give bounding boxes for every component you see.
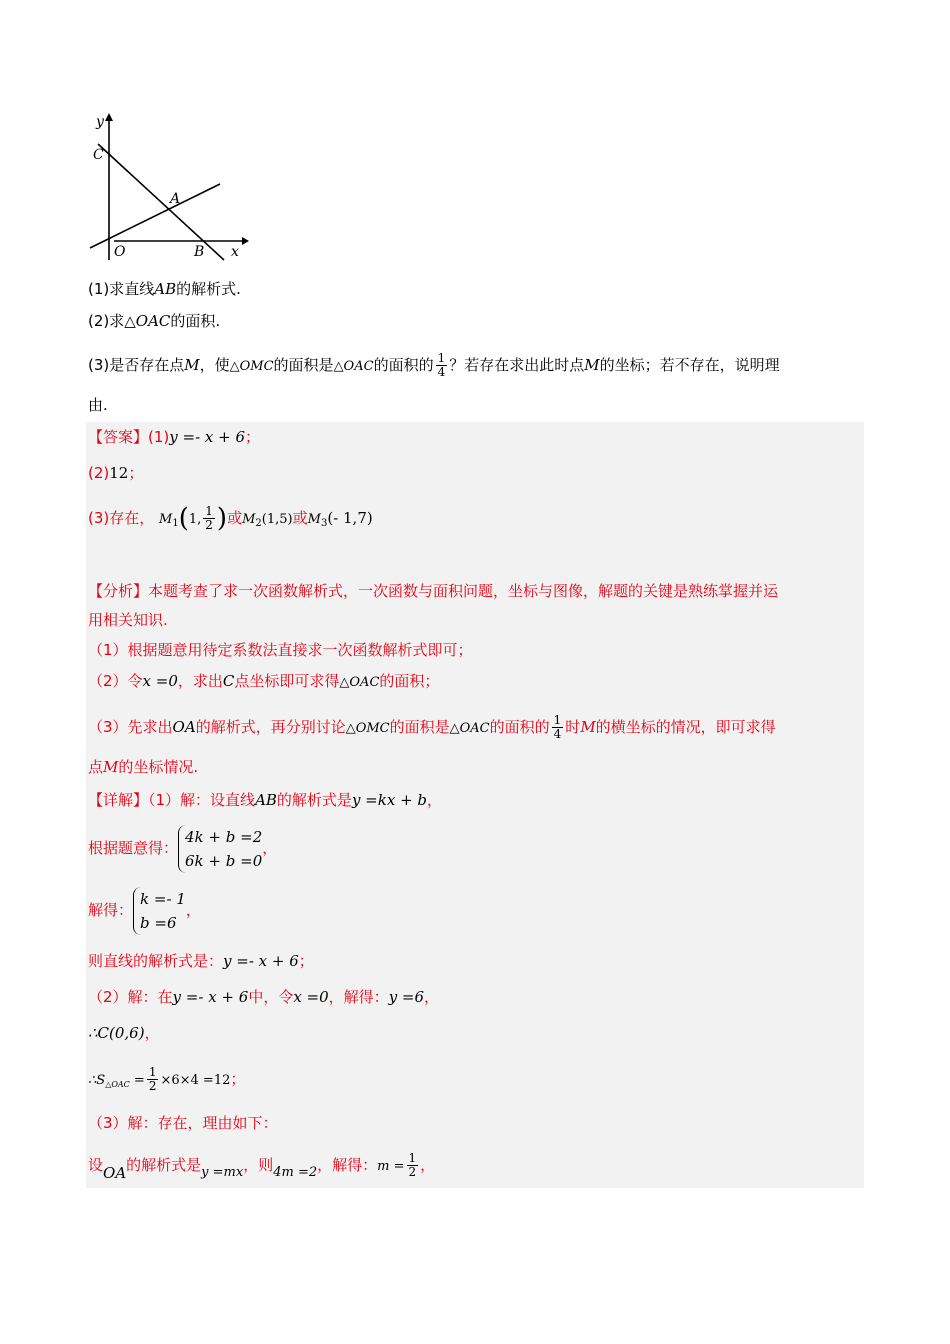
- s9-result: [377, 1151, 420, 1179]
- analysis-point-3-cont: [88, 756, 198, 778]
- p3-math2: △OMC: [345, 721, 390, 736]
- p3-h: 的坐标情况.: [118, 758, 199, 776]
- q3-text-c: 的面积是: [273, 356, 334, 374]
- q2-math: △OAC: [124, 312, 171, 330]
- a3-or2: 或: [292, 509, 308, 527]
- s5-math3: y =6: [388, 988, 425, 1006]
- p3-b: 的解析式，再分别讨论: [195, 718, 346, 736]
- a3-point-m2: [242, 509, 293, 527]
- s7-b: =: [129, 1073, 145, 1088]
- s7-frac-num: 1: [148, 1065, 157, 1079]
- a3-m3-coord: (- 1,7): [327, 509, 373, 527]
- q3-frac-den: 4: [437, 365, 446, 379]
- q3-text-a: (3)是否存在点: [88, 356, 185, 374]
- coordinate-figure: [84, 108, 264, 268]
- a2-math: 12: [109, 464, 129, 482]
- p3-g: 点: [88, 758, 104, 776]
- q3-text-b: ，使: [199, 356, 230, 374]
- q3-frac-num: 1: [437, 351, 446, 365]
- label-y: y: [96, 114, 104, 130]
- p3-fraction: [552, 714, 564, 741]
- p2-d: 的面积；: [379, 672, 440, 690]
- s5-math2: x =0: [293, 988, 329, 1006]
- s2-system: [178, 825, 262, 873]
- question-1: [88, 278, 241, 300]
- s9-math3: 4m =2: [273, 1165, 318, 1180]
- answer-tag: 【答案】: [88, 428, 149, 446]
- a3-m2: M: [242, 512, 256, 527]
- s1-math2: y =kx + b: [351, 791, 428, 809]
- a3-m2-coord: (1,5): [261, 512, 293, 527]
- analysis-text-2: 用相关知识.: [88, 611, 168, 629]
- a1-end: ；: [245, 428, 261, 446]
- s1-c: ，: [427, 791, 443, 809]
- a3-m1-coord: 1,: [188, 512, 202, 527]
- label-c: C: [93, 147, 104, 163]
- detail-step-5: [88, 986, 439, 1008]
- analysis-tag: 【分析】: [88, 582, 149, 600]
- s9-d: ，解得：: [317, 1156, 378, 1174]
- s9-fraction: [407, 1152, 419, 1179]
- s7-c: ×6×4 =12: [160, 1073, 231, 1088]
- question-2: [88, 310, 220, 332]
- p3-d: 的面积的: [489, 718, 550, 736]
- q3-tri2: △OAC: [333, 359, 374, 374]
- s7-a: ∴S: [88, 1073, 106, 1088]
- q1-prefix: (1)求直线: [88, 280, 155, 298]
- question-3: [88, 352, 780, 379]
- detail-step-7: [88, 1066, 245, 1096]
- analysis-text-1: 本题考查了求一次函数解析式，一次函数与面积问题，坐标与图像，解题的关键是熟练掌握并运: [148, 582, 779, 600]
- p2-c: 点坐标即可求得: [234, 672, 340, 690]
- a3-point-m1: $M_1(1$, $\frac{1}{2}$ ): [159, 503, 228, 534]
- answer-1: [88, 426, 260, 448]
- detail-step-2: [88, 824, 277, 873]
- label-a: A: [170, 191, 181, 207]
- q2-suffix: 的面积.: [170, 312, 221, 330]
- a3-or1: 或: [227, 509, 243, 527]
- q3-m: M: [184, 356, 200, 374]
- p3-math3: △OAC: [449, 721, 490, 736]
- s9-frac-den: 2: [408, 1165, 417, 1179]
- s3-eq1: k =- 1: [140, 889, 186, 908]
- detail-step-8: [88, 1112, 278, 1134]
- s6-math: ∴C(0,6): [88, 1024, 145, 1042]
- s5-d: ，: [424, 988, 440, 1006]
- label-x: x: [231, 244, 239, 260]
- s9-b: 的解析式是: [126, 1156, 202, 1174]
- q3-fraction: [436, 352, 448, 379]
- p3-frac-num: 1: [553, 713, 562, 727]
- p2-math1: x =0: [142, 672, 178, 690]
- analysis-line-1: [88, 580, 778, 602]
- s2-eq2: 6k + b =0: [185, 851, 263, 870]
- s5-math1: y =- x + 6: [172, 988, 249, 1006]
- a3-prefix: (3)存在，: [88, 509, 155, 527]
- s7-end: ；: [230, 1070, 246, 1088]
- s5-a: （2）解：在: [88, 988, 173, 1006]
- s3-eq2: b =6: [140, 913, 177, 932]
- analysis-point-2: [88, 670, 439, 694]
- p2-math2: C: [222, 672, 235, 690]
- p2-b: ，求出: [177, 672, 223, 690]
- s6-end: ，: [144, 1024, 160, 1042]
- s4-math: y =- x + 6: [223, 952, 299, 970]
- q3-text-f: 的坐标；若不存在，说明理: [599, 356, 780, 374]
- a3-m2-sub: 2: [255, 518, 262, 529]
- s9-frac-num: 1: [408, 1151, 417, 1165]
- s3-end: ，: [185, 901, 201, 919]
- a3-point-m3: [308, 509, 373, 527]
- q3-tri1: △OMC: [229, 359, 274, 374]
- p3-frac-den: 4: [553, 727, 562, 741]
- s5-c: ，解得：: [328, 988, 389, 1006]
- a3-m1-sub: 1: [172, 518, 179, 529]
- analysis-point-1: [88, 639, 473, 661]
- detail-step-1: [88, 789, 442, 811]
- q3-text-e: ？若存在求出此时点: [449, 356, 585, 374]
- s2-end: ，: [262, 839, 278, 857]
- x-axis-arrow: [242, 237, 249, 245]
- label-b: B: [194, 244, 205, 260]
- s7-fraction: [147, 1066, 159, 1093]
- s2-eq1: 4k + b =2: [185, 827, 263, 846]
- s4-end: ；: [298, 952, 314, 970]
- q1-math: AB: [154, 280, 177, 298]
- detail-step-3: [88, 886, 201, 935]
- s3-system: [133, 887, 186, 935]
- a2-end: ；: [128, 464, 144, 482]
- s1-math1: AB: [255, 791, 277, 809]
- a1-prefix: (1): [148, 428, 170, 446]
- y-axis-arrow: [105, 113, 113, 121]
- p3-math1: OA: [172, 718, 196, 736]
- a1-math: y =- x + 6: [169, 428, 246, 446]
- s1-a: （1）解：设直线: [148, 791, 256, 809]
- line-ab: [98, 144, 224, 260]
- q3-m2: M: [584, 356, 600, 374]
- s1-b: 的解析式是: [276, 791, 352, 809]
- s7-sub: △OAC: [105, 1080, 130, 1089]
- answer-3: [88, 505, 373, 535]
- analysis-p1: （1）根据题意用待定系数法直接求一次函数解析式即可；: [88, 641, 473, 659]
- s9-math1: OA: [103, 1164, 127, 1182]
- s7-frac-den: 2: [148, 1079, 157, 1093]
- q3-text-d: 的面积的: [373, 356, 434, 374]
- s9-e: ，: [420, 1156, 436, 1174]
- a3-m1-fraction: [203, 505, 215, 532]
- answer-2: [88, 462, 143, 484]
- detail-step-4: [88, 950, 314, 972]
- p2-a: （2）令: [88, 672, 143, 690]
- label-o: O: [114, 244, 126, 260]
- s9-math4: m =: [377, 1159, 405, 1174]
- analysis-point-3: [88, 714, 776, 741]
- s5-b: 中，令: [248, 988, 294, 1006]
- s3-a: 解得：: [88, 901, 134, 919]
- p3-f: 的横坐标的情况，即可求得: [595, 718, 776, 736]
- s9-c: ，则: [243, 1156, 274, 1174]
- q3-text-g: 由.: [88, 396, 108, 414]
- a2-prefix: (2): [88, 464, 110, 482]
- detail-step-9: [88, 1152, 435, 1184]
- question-3-cont: [88, 394, 108, 416]
- analysis-line-2: [88, 609, 168, 631]
- p3-c: 的面积是: [389, 718, 450, 736]
- p2-math3: △OAC: [339, 675, 380, 690]
- p3-a: （3）先求出: [88, 718, 173, 736]
- a3-m3-sub: 3: [320, 518, 328, 529]
- detail-tag: 【详解】: [88, 791, 149, 809]
- q1-suffix: 的解析式.: [176, 280, 241, 298]
- q2-prefix: (2)求: [88, 312, 125, 330]
- s4-a: 则直线的解析式是：: [88, 952, 224, 970]
- a3-m1-frac-num: 1: [205, 504, 213, 518]
- s8-text: （3）解：存在，理由如下：: [88, 1114, 278, 1132]
- detail-step-6: [88, 1022, 160, 1044]
- s9-a: 设: [88, 1156, 104, 1174]
- p3-e: 时: [565, 718, 581, 736]
- a3-m1-frac-den: 2: [205, 518, 213, 532]
- s2-a: 根据题意得：: [88, 839, 179, 857]
- s7-formula: [88, 1065, 231, 1093]
- a3-m3: M: [307, 512, 321, 527]
- a3-m1: M: [159, 512, 173, 527]
- s9-math2: y =mx: [201, 1165, 244, 1180]
- p3-m: M: [580, 718, 596, 736]
- p3-m2: M: [103, 758, 119, 776]
